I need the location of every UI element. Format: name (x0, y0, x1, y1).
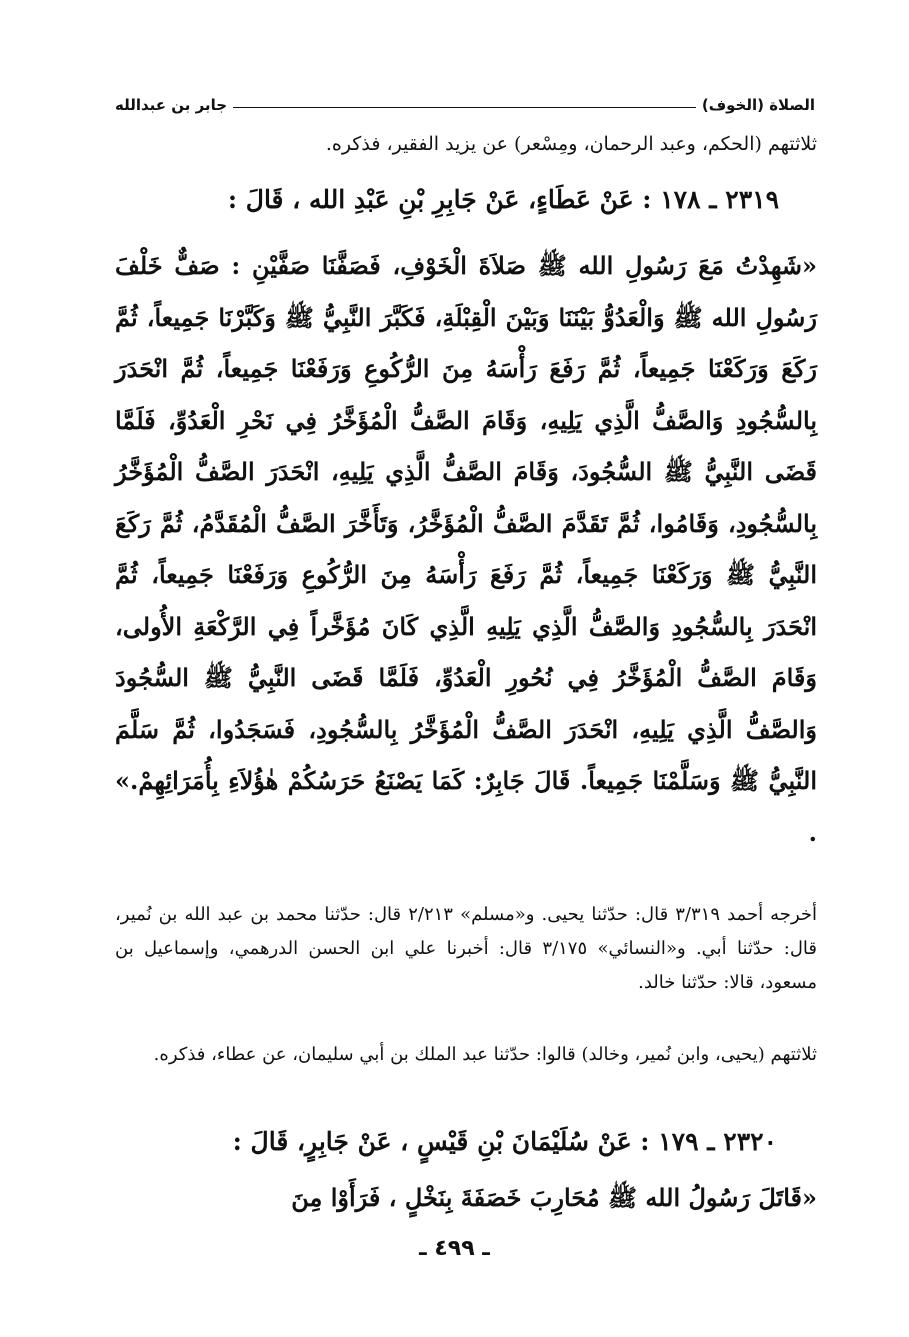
header-rule (233, 107, 696, 108)
header-section-title: الصلاة (الخوف) (701, 96, 815, 114)
hadith-2320-heading: ٢٣٢٠ ـ ١٧٩ : عَنْ سُلَيْمَانَ بْنِ قَيْسٍ ، عَنْ جَابِرٍ، قَالَ : (232, 1127, 777, 1156)
intro-paragraph: ثلاثتهم (الحكم، وعبد الرحمان، ومِسْعر) عن يزيد الفقير، فذكره. (325, 133, 817, 155)
takhrij-paragraph-2: ثلاثتهم (يحيى، وابن نُمير، وخالد) قالوا: حدّثنا عبد الملك بن أبي سليمان، عن عطاء، فذكره. (153, 1044, 817, 1065)
page-number: ـ ٤٩٩ ـ (419, 1236, 490, 1261)
running-header (115, 88, 815, 114)
header-narrator: جابر بن عبدالله (115, 96, 228, 114)
hadith-2319-heading: ٢٣١٩ ـ ١٧٨ : عَنْ عَطَاءٍ، عَنْ جَابِرِ بْنِ عَبْدِ الله ، قَالَ : (227, 185, 779, 214)
hadith-2319-text: «شَهِدْتُ مَعَ رَسُولِ الله ﷺ صَلاَةَ الْخَوْفِ، فَصَفَّنَا صَفَّيْنِ : صَفٌّ خَلْفَ رَسُولِ الله ﷺ وَالْعَدُوُّ بَيْنَنَا وَبَيْنَ الْقِبْلَةِ، فَكَبَّرَ النَّبِيُّ ﷺ وَكَبَّرْنَا جَمِيعاً، ثُمَّ رَكَعَ وَرَكَعْنَا جَمِيعاً، ثُمَّ رَفَعَ رَأْسَهُ مِنَ الرُّكُوعِ وَرَفَعْنَا جَمِيعاً، ثُمَّ انْحَدَرَ بِالسُّجُودِ وَالصَّفُّ الَّذِي يَلِيهِ، وَقَامَ الصَّفُّ الْمُؤَخَّرُ فِي نَحْرِ الْعَدُوِّ، فَلَمَّا قَضَى النَّبِيُّ ﷺ السُّجُودَ، وَقَامَ الصَّفُّ الَّذِي يَلِيهِ، انْحَدَرَ الصَّفُّ الْمُؤَخَّرُ بِالسُّجُودِ، وَقَامُوا، ثُمَّ تَقَدَّمَ الصَّفُّ الْمُؤَخَّرُ، وَتَأَخَّرَ الصَّفُّ الْمُقَدَّمُ، ثُمَّ رَكَعَ النَّبِيُّ ﷺ وَرَكَعْنَا جَمِيعاً، ثُمَّ رَفَعَ رَأْسَهُ مِنَ الرُّكُوعِ وَرَفَعْنَا جَمِيعاً، ثُمَّ انْحَدَرَ بِالسُّجُودِ وَالصَّفُّ الَّذِي يَلِيهِ الَّذِي كَانَ مُؤَخَّراً فِي الرَّكْعَةِ الأُولى، وَقَامَ الصَّفُّ الْمُؤَخَّرُ فِي نُحُورِ الْعَدُوِّ، فَلَمَّا قَضَى النَّبِيُّ ﷺ السُّجُودَ وَالصَّفُّ الَّذِي يَلِيهِ، انْحَدَرَ الصَّفُّ الْمُؤَخَّرُ بِالسُّجُودِ، فَسَجَدُوا، ثُمَّ سَلَّمَ النَّبِيُّ ﷺ وَسَلَّمْنَا جَمِيعاً. قَالَ جَابِرٌ: كَمَا يَصْنَعُ حَرَسُكُمْ هٰؤُلاَءِ بِأُمَرَائِهِمْ.» . (115, 251, 818, 847)
takhrij-paragraph: أخرجه أحمد ٣/٣١٩ قال: حدّثنا يحيى. و«مسلم» ٢/٢١٣ قال: حدّثنا محمد بن عبد الله بن نُمير، قال: حدّثنا أبي. و«النسائي» ٣/١٧٥ قال: أخبرنا علي ابن الحسن الدرهمي، وإسماعيل بن مسعود، قالا: حدّثنا خالد. (115, 904, 818, 993)
hadith-2320-text: «قَاتَلَ رَسُولُ الله ﷺ مُحَارِبَ خَصَفَةَ بِنَخْلٍ ، فَرَأَوْا مِنَ (291, 1183, 817, 1212)
